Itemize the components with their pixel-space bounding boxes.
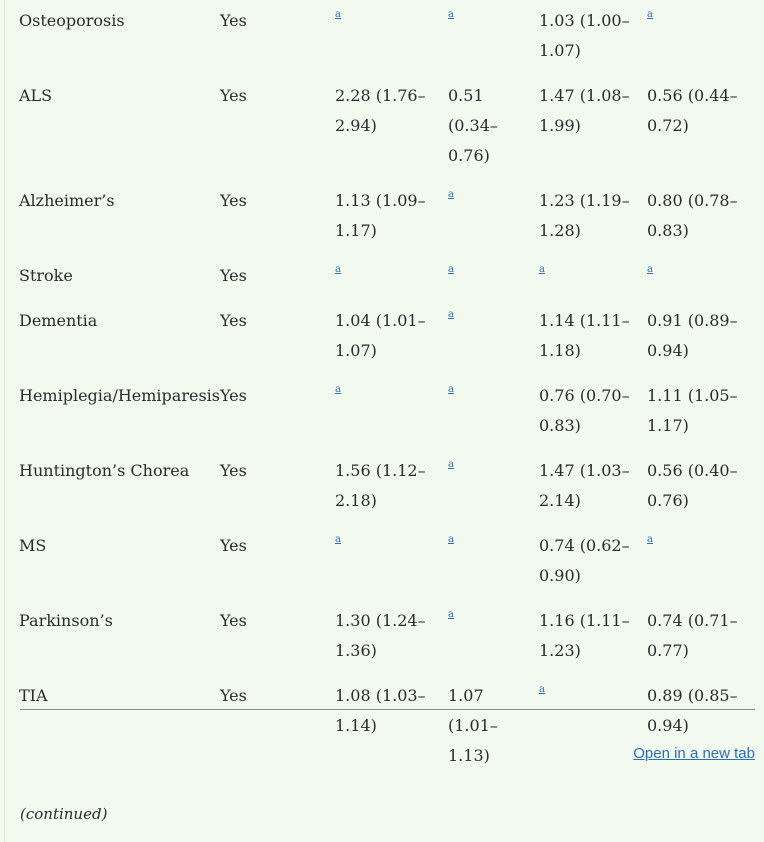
value-line: 0.94)	[647, 716, 689, 735]
value-line: 2.94)	[335, 116, 377, 135]
footnote-link[interactable]: a	[335, 534, 341, 545]
table-row	[16, 74, 747, 179]
footnote-link[interactable]: a	[647, 9, 653, 20]
footnote-cell	[647, 0, 747, 74]
value-cell	[539, 0, 647, 74]
value-cell	[647, 299, 747, 374]
value-line: 0.76)	[448, 146, 490, 165]
footnote-link[interactable]: a	[448, 534, 454, 545]
value-cell	[335, 449, 448, 524]
flag-cell: Yes	[220, 686, 247, 705]
value-line: 1.99)	[539, 116, 581, 135]
footnote-cell	[647, 254, 747, 299]
value-line: 2.14)	[539, 491, 581, 510]
value-cell	[539, 374, 647, 449]
footnote-cell	[448, 374, 539, 449]
value-line: 0.94)	[647, 341, 689, 360]
footnote-link[interactable]: a	[448, 9, 454, 20]
flag-cell: Yes	[220, 461, 247, 480]
value-line: (0.34–	[448, 116, 498, 135]
open-in-new-tab-link[interactable]: Open in a new tab	[633, 745, 755, 762]
value-line: 1.28)	[539, 221, 581, 240]
value-cell	[448, 674, 539, 779]
table-row	[16, 374, 747, 449]
condition-label: Huntington’s Chorea	[19, 461, 190, 480]
value-line: 2.28 (1.76–	[335, 86, 426, 105]
value-line: 0.76 (0.70–	[539, 386, 630, 405]
value-cell	[448, 74, 539, 179]
value-line: 0.83)	[539, 416, 581, 435]
value-cell	[335, 179, 448, 254]
footnote-cell	[448, 449, 539, 524]
value-line: 0.74 (0.62–	[539, 536, 630, 555]
value-cell	[647, 599, 747, 674]
value-line: 1.36)	[335, 641, 377, 660]
value-line: 1.17)	[335, 221, 377, 240]
footnote-cell	[335, 0, 448, 74]
footnote-cell	[335, 524, 448, 599]
condition-label: Parkinson’s	[19, 611, 113, 630]
condition-label: TIA	[19, 686, 48, 705]
value-line: 2.18)	[335, 491, 377, 510]
value-line: 0.91 (0.89–	[647, 311, 738, 330]
value-cell	[335, 599, 448, 674]
flag-cell: Yes	[220, 536, 247, 555]
value-cell	[539, 74, 647, 179]
footnote-link[interactable]: a	[335, 9, 341, 20]
footnote-cell	[647, 524, 747, 599]
footnote-link[interactable]: a	[647, 264, 653, 275]
table-bottom-rule	[20, 709, 755, 710]
condition-label: ALS	[19, 86, 53, 105]
footnote-link[interactable]: a	[335, 264, 341, 275]
value-line: 1.56 (1.12–	[335, 461, 426, 480]
footnote-link[interactable]: a	[448, 264, 454, 275]
condition-label: MS	[19, 536, 47, 555]
table-row	[16, 299, 747, 374]
value-line: 1.23 (1.19–	[539, 191, 630, 210]
value-line: 0.74 (0.71–	[647, 611, 738, 630]
value-cell	[647, 674, 747, 779]
value-line: 0.56 (0.44–	[647, 86, 738, 105]
value-cell	[539, 449, 647, 524]
value-line: 0.72)	[647, 116, 689, 135]
flag-cell: Yes	[220, 266, 247, 285]
table-row	[16, 254, 747, 299]
value-cell	[647, 179, 747, 254]
flag-cell: Yes	[220, 11, 247, 30]
footnote-cell	[539, 254, 647, 299]
flag-cell: Yes	[220, 611, 247, 630]
footnote-link[interactable]: a	[335, 384, 341, 395]
value-cell	[335, 674, 448, 779]
condition-label: Dementia	[19, 311, 98, 330]
footnote-cell	[448, 599, 539, 674]
value-line: 0.76)	[647, 491, 689, 510]
value-line: 1.13)	[448, 746, 490, 765]
footnote-link[interactable]: a	[647, 534, 653, 545]
flag-cell: Yes	[220, 191, 247, 210]
value-line: 0.89 (0.85–	[647, 686, 738, 705]
value-line: 0.51	[448, 86, 484, 105]
flag-cell: Yes	[220, 386, 247, 405]
table-row	[16, 179, 747, 254]
footnote-link[interactable]: a	[448, 189, 454, 200]
results-table	[16, 0, 747, 779]
flag-cell: Yes	[220, 311, 247, 330]
value-line: 1.14)	[335, 716, 377, 735]
footnote-link[interactable]: a	[448, 309, 454, 320]
value-line: 1.04 (1.01–	[335, 311, 426, 330]
condition-label: Osteoporosis	[19, 11, 125, 30]
footnote-cell	[448, 299, 539, 374]
value-line: 0.77)	[647, 641, 689, 660]
value-line: (1.01–	[448, 716, 498, 735]
value-cell	[647, 449, 747, 524]
value-cell	[539, 599, 647, 674]
footnote-cell	[448, 524, 539, 599]
footnote-cell	[335, 374, 448, 449]
flag-cell: Yes	[220, 86, 247, 105]
value-line: 1.30 (1.24–	[335, 611, 426, 630]
value-line: 1.47 (1.08–	[539, 86, 630, 105]
footnote-link[interactable]: a	[448, 384, 454, 395]
continued-note: (continued)	[20, 805, 108, 823]
footnote-link[interactable]: a	[539, 684, 545, 695]
table-row	[16, 449, 747, 524]
value-line: 1.08 (1.03–	[335, 686, 426, 705]
condition-label: Hemiplegia/Hemiparesis	[19, 386, 220, 405]
value-line: 1.17)	[647, 416, 689, 435]
value-cell	[539, 524, 647, 599]
value-line: 1.11 (1.05–	[647, 386, 738, 405]
table-row	[16, 674, 747, 779]
value-cell	[539, 179, 647, 254]
table-row	[16, 599, 747, 674]
footnote-cell	[539, 674, 647, 779]
footnote-cell	[448, 179, 539, 254]
value-line: 1.07	[448, 686, 484, 705]
value-line: 0.56 (0.40–	[647, 461, 738, 480]
footnote-link[interactable]: a	[448, 609, 454, 620]
footnote-cell	[335, 254, 448, 299]
footnote-cell	[448, 0, 539, 74]
footnote-cell	[448, 254, 539, 299]
value-line: 1.16 (1.11–	[539, 611, 630, 630]
value-line: 1.14 (1.11–	[539, 311, 630, 330]
value-cell	[647, 374, 747, 449]
table-row	[16, 524, 747, 599]
table-row	[16, 0, 747, 74]
value-cell	[335, 299, 448, 374]
value-line: 0.83)	[647, 221, 689, 240]
condition-label: Alzheimer’s	[19, 191, 115, 210]
value-line: 1.23)	[539, 641, 581, 660]
value-line: 1.07)	[335, 341, 377, 360]
footnote-link[interactable]: a	[539, 264, 545, 275]
value-cell	[539, 299, 647, 374]
table-body	[16, 0, 747, 779]
value-cell	[335, 74, 448, 179]
condition-label: Stroke	[19, 266, 73, 285]
value-line: 0.90)	[539, 566, 581, 585]
value-line: 1.03 (1.00–	[539, 11, 630, 30]
footnote-link[interactable]: a	[448, 459, 454, 470]
value-line: 1.18)	[539, 341, 581, 360]
value-line: 0.80 (0.78–	[647, 191, 738, 210]
value-cell	[647, 74, 747, 179]
value-line: 1.13 (1.09–	[335, 191, 426, 210]
value-line: 1.47 (1.03–	[539, 461, 630, 480]
value-line: 1.07)	[539, 41, 581, 60]
